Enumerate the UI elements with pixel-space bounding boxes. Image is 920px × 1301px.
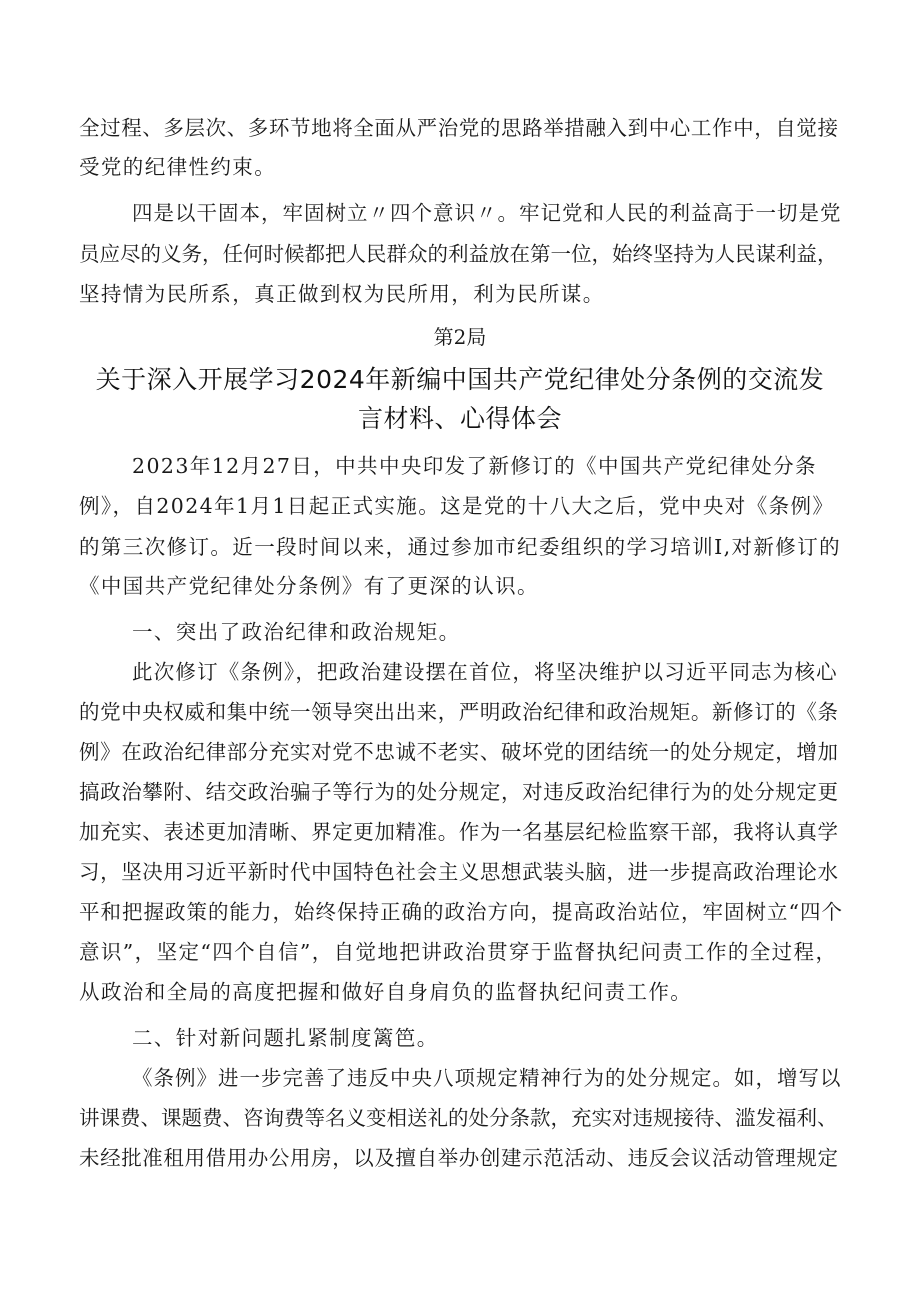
body-line: 的党中央权威和集中统一领导突出出来，严明政治纪律和政治规矩。新修订的《条 [79,700,839,724]
document-title-line: 言材料、心得体会 [357,404,562,433]
section-label: 第2局 [433,325,487,349]
body-line: 讲课费、课题费、咨询费等名义变相送礼的处分条款，充实对违规接待、滥发福利、 [79,1106,838,1130]
body-line: 例》在政治纪律部分充实对党不忠诚不老实、破坏党的团结统一的处分规定，增加 [79,740,839,764]
body-line: 《中国共产党纪律处分条例》有了更深的认识。 [79,574,539,598]
section-heading: 一、突出了政治纪律和政治规矩。 [132,620,461,644]
body-line: 员应尽的义务，任何时候都把人民群众的利益放在第一位，始终坚持为人民谋利益， [79,242,838,266]
body-line: 平和把握政策的能力，始终保持正确的政治方向，提高政治站位，牢固树立“四个 [79,900,843,924]
body-line: 受党的纪律性约束。 [79,155,277,179]
body-line: 四是以干固本，牢固树立〃四个意识〃。牢记党和人民的利益高于一切是党 [132,201,842,225]
body-line: 坚持情为民所系，真正做到权为民所用，利为民所谋。 [79,282,605,306]
body-line: 例》，自2024年1月1日起正式实施。这是党的十八大之后，党中央对《条例》 [79,494,835,518]
body-line: 此次修订《条例》，把政治建设摆在首位，将坚决维护以习近平同志为核心 [132,660,838,684]
body-line: 习，坚决用习近平新时代中国特色社会主义思想武装头脑，进一步提高政治理论水 [79,860,839,884]
body-line: 意识”，坚定“四个自信”，自觉地把讲政治贯穿于监督执纪问责工作的全过程， [79,940,838,964]
body-line: 2023年12月27日，中共中央印发了新修订的《中国共产党纪律处分条 [132,454,817,478]
body-line: 全过程、多层次、多环节地将全面从严治党的思路举措融入到中心工作中，自觉接 [79,116,839,140]
body-line: 加充实、表述更加清晰、界定更加精准。作为一名基层纪检监察干部，我将认真学 [79,820,839,844]
body-line: 未经批准租用借用办公用房，以及擅自举办创建示范活动、违反会议活动管理规定 [79,1146,839,1170]
body-line: 《条例》进一步完善了违反中央八项规定精神行为的处分规定。如，增写以 [132,1066,842,1090]
body-line: 从政治和全局的高度把握和做好自身肩负的监督执纪问责工作。 [79,980,693,1004]
body-line: 的第三次修订。近一段时间以来，通过参加市纪委组织的学习培训I,对新修订的 [79,535,842,559]
section-heading: 二、针对新问题扎紧制度篱笆。 [132,1026,439,1050]
body-line: 搞政治攀附、结交政治骗子等行为的处分规定，对违反政治纪律行为的处分规定更 [79,780,839,804]
document-title-line: 关于深入开展学习2024年新编中国共产党纪律处分条例的交流发 [95,365,825,394]
